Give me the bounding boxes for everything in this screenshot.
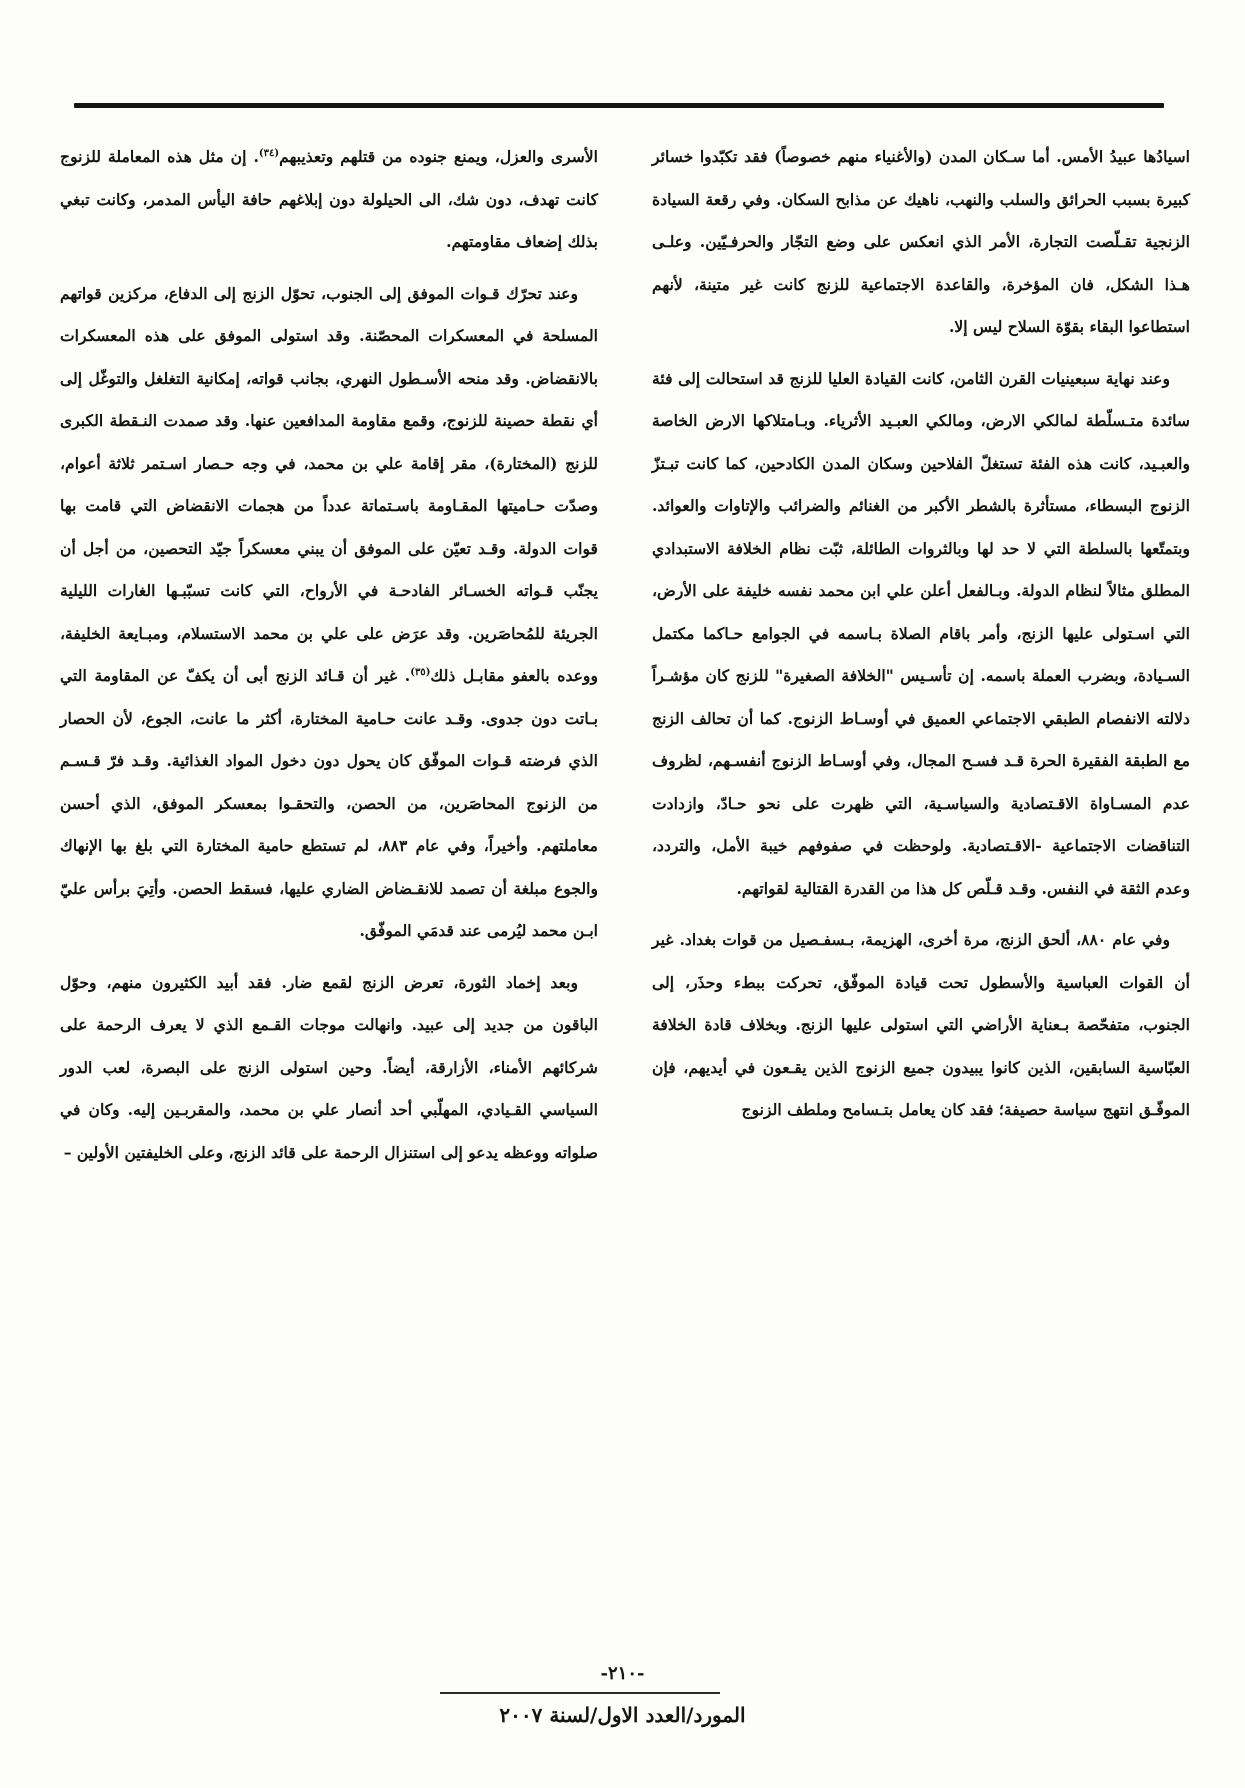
paragraph: وعند نهاية سبعينيات القرن الثامن، كانت القيادة العليا للزنج قد استحالت إلى فئة سائدة متـسلّطة لمالكي الارض، ومالكي العبـيد الأثرياء. وبـامتلاكها الارض الخاصة والعبـيد، كانت هذه الفئة تستغلّ الفلاحين وسكان المدن الكادحين، كما كانت تبـتزّ الزنوج البسطاء، مستأثرة بالشطر الأكبر من الغنائم والضرائب والإتاوات والعوائد. وبتمتّعها بالسلطة التي لا حد لها وبالثروات الطائلة، ثبّت نظام الخلافة الاستبدادي المطلق مثالاً لنظام الدولة. وبـالفعل أعلن علي ابن محمد نفسه خليفة على الأرض، التي اسـتولى عليها الزنج، وأمر باقام الصلاة بـاسمه في الجوامع حـاكما مكتمل السـيادة، وبضرب العملة باسمه. إن تأسـيس "الخلافة الصغيرة" للزنج كان مؤشـراً دلالته الانفصام الطبقي الاجتماعي العميق في أوسـاط الزنوج. كما أن تحالف الزنج مع الطبقة الفقيرة الحرة قـد فسـح المجال، وفي أوسـاط الزنوج أنفسـهم، لظروف عدم المسـاواة الاقـتصادية والسياسـية، التي ظهرت على نحو حـادّ، وازدادت التناقضات الاجتماعية -الاقـتصادية. ولوحظت في صفوفهم خيبة الأمل، والتردد، وعدم الثقة في النفس. وقـد قـلّص كل هذا من القدرة القتالية لقواتهم. [652, 368, 1190, 898]
paragraph-text: وعند تحرّك قـوات الموفق إلى الجنوب، تحوّل الزنج إلى الدفاع، مركزين قواتهم المسلحة في المعسكرات المحصّنة. وقد استولى الموفق على هذه المعسكرات بالانقضاض. وقد منحه الأسـطول النهري، بجانب قواته، إمكانية التغلغل والتوغّل إلى أي نقطة حصينة للزنوج، وقمع مقاومة المدافعين عنها. وقد صمدت النـقطة الكبرى للزنج (المختارة)، مقر إقامة علي بن محمد، في وجه حـصار اسـتمر ثلاثة أعوام، وصدّت حـاميتها المقـاومة باسـتماتة عدداً من هجمات الانقضاض التي قامت بها قوات الدولة. وقـد تعيّن على الموفق أن يبني معسكراً جيّد التحصين، من أجل أن يجنّب قـواته الخسـائر الفادحـة في الأرواح، التي كانت تسبّبـها الغارات الليلية الجريئة للمُحاصَرين. وقد عرَض على علي بن محمد الاستسلام، ومبـايعة الخليفة، ووعده بالعفو مقابـل ذلك [60, 283, 598, 685]
paragraph [60, 273, 598, 953]
paragraph-text: . إن مثل هذه المعاملة للزنوج كانت تهدف، دون شك، الى الحيلولة دون إبلاغهم حافة اليأس المدمر، وكانت تبغي بذلك إضعاف مقاومتهم. [60, 147, 598, 251]
paragraph [60, 136, 598, 264]
page-number: -٢١٠- [600, 1663, 645, 1684]
paragraph: وفي عام ٨٨٠، ألحق الزنج، مرة أخرى، الهزيمة، بـسفـصيل من قوات بغداد. غير أن القوات العباسية والأسطول تحت قيادة الموفّق، تحركت ببطء وحذَر، إلى الجنوب، متفحّصة بـعناية الأراضي التي استولى عليها الزنج. وبخلاف قادة الخلافة العبّاسية السابقين، الذين كانوا يبيدون جميع الزنوج الذين يقـعون في أيديهم، فإن الموفّـق انتهج سياسة حصيفة؛ فقد كان يعامل بتـسامح وملطف الزنوج [652, 930, 1190, 1119]
header-rule [74, 103, 1164, 108]
journal-footer: المورد/العدد الاول/لسنة ٢٠٠٧ [499, 1703, 746, 1727]
paragraph-text: . غير أن قـائد الزنج أبى أن يكفّ عن المقاومة التي بـاتت دون جدوى. وقـد عانت حـامية المختارة، أكثر ما عانت، الجوع، لأن الحصار الذي فرضته قـوات الموفّق كان يحول دون دخول المواد الغذائية. وقـد فرّ قـسـم من الزنوج المحاصَرين، من الحصن، والتحقـوا بمعسكر الموفق، الذي أحسن معاملتهم. وأخيراً، وفي عام ٨٨٣، لم تستطع حامية المختارة التي بلغ بها الإنهاك والجوع مبلغة أن تصمد للانقـضاض الضاري عليها، فسقط الحصن. وأتِيَ برأس عليّ ابـن محمد ليُرمى عند قدمَي الموفّق. [60, 666, 598, 940]
paragraph: وبعد إخماد الثورة، تعرض الزنج لقمع ضار. فقد أبيد الكثيرون منهم، وحوّل الباقون من جديد إلى عبيد. وانهالت موجات القـمع الذي لا يعرف الرحمة على شركائهم الأمناء، الأزارقة، أيضاً. وحين استولى الزنج على البصرة، لعب الدور السياسي القـيادي، المهلّبي أحد أنصار علي بن محمد، والمقربـين إليه. وكان في صلواته ووعظه يدعو إلى استنزال الرحمة على قائد الزنج، وعلى الخليفتين الأولين – [60, 972, 598, 1162]
left-column [60, 136, 598, 1174]
footer-rule [440, 1692, 720, 1694]
footnote-ref: (٣٤) [258, 147, 280, 159]
paragraph-text: الأسرى والعزل، ويمنع جنوده من قتلهم وتعذيبهم [279, 147, 599, 166]
right-column [652, 136, 1190, 1132]
paragraph: اسيادُها عبيدُ الأمس. أما سـكان المدن (والأغنياء منهم خصوصاً) فقد تكبّدوا خسائر كبيرة بسبب الحرائق والسلب والنهب، ناهيك عن مذابح السكان. وفي رقعة السيادة الزنجية تقـلّصت التجارة، الأمر الذي انعكس على وضع التجّار والحرفـيّين. وعلـى هـذا الشكل، فان المؤخرة، والقاعدة الاجتماعية للزنج كانت غير متينة، لأنهم استطاعوا البقاء بقوّة السلاح ليس إلا. [652, 147, 1190, 336]
footnote-ref: (٣٥) [410, 666, 431, 678]
